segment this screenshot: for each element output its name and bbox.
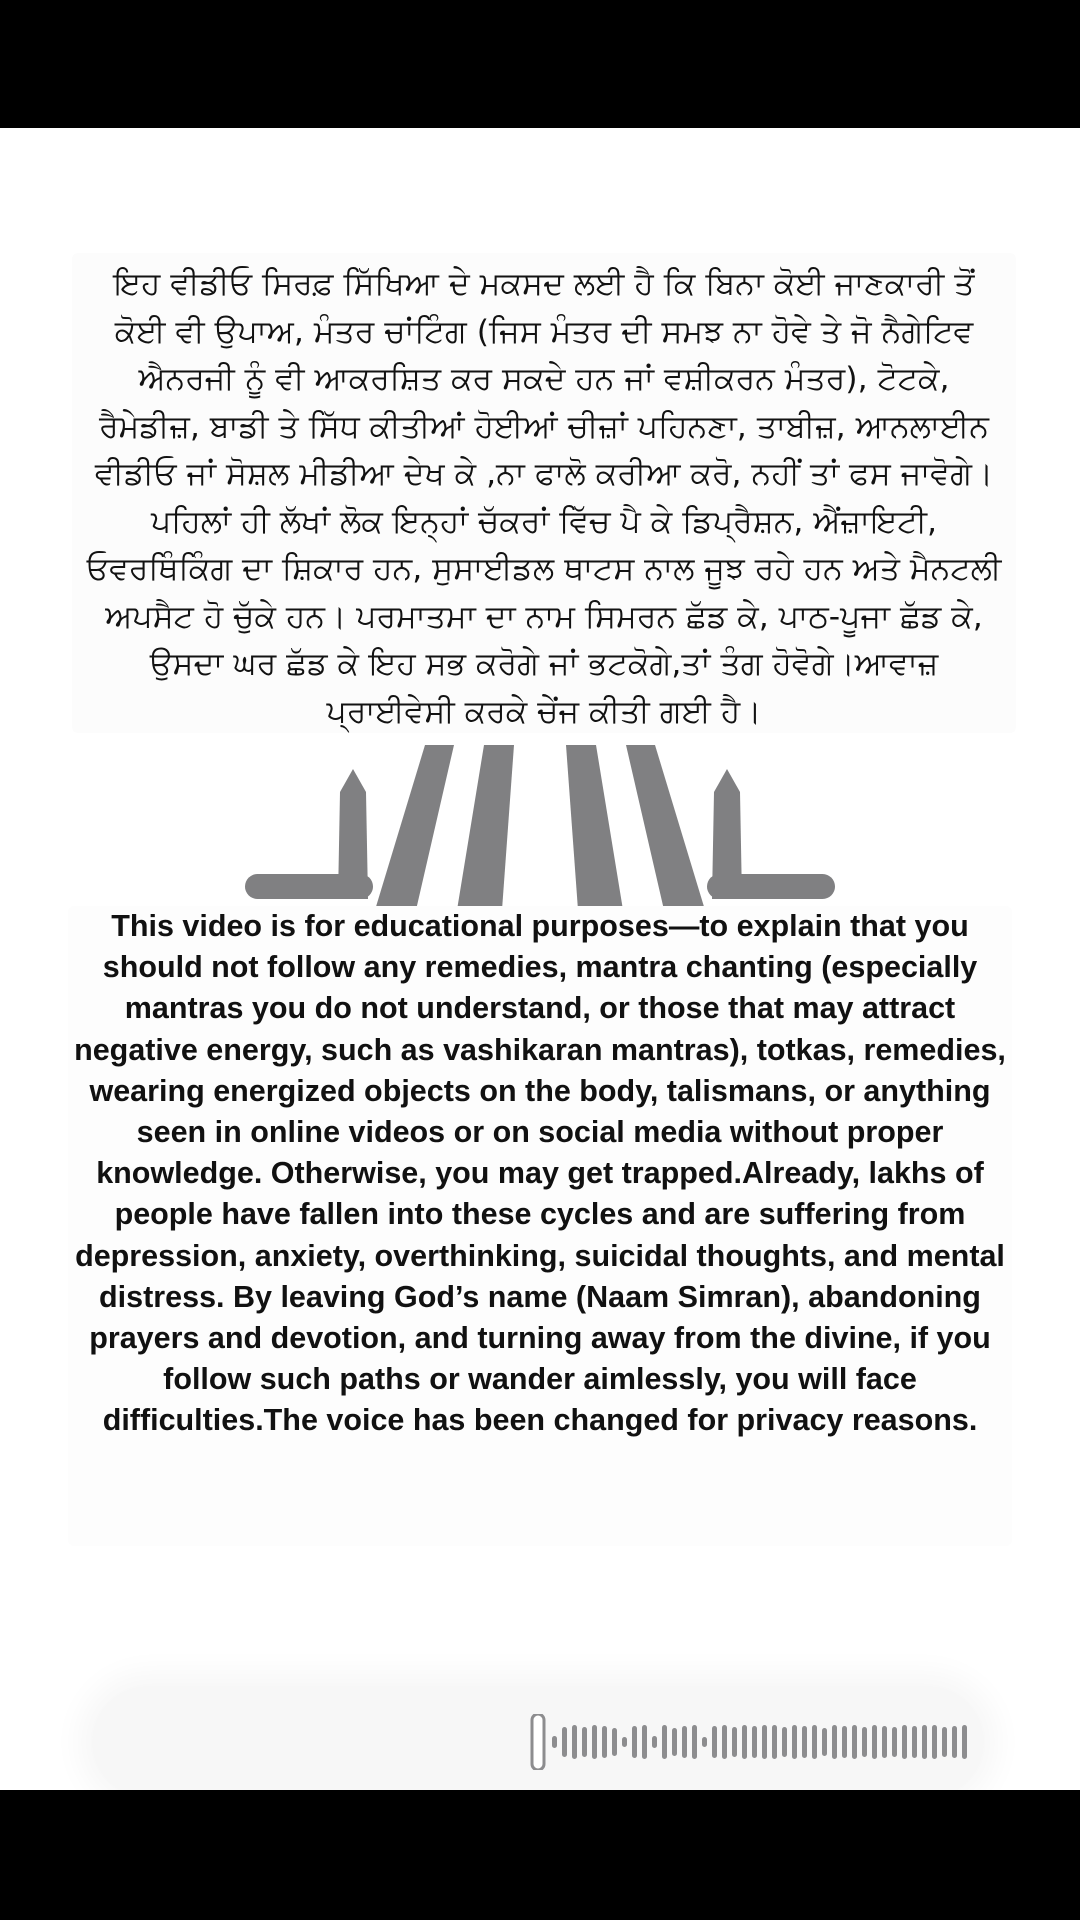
waveform-bar [582, 1727, 587, 1757]
waveform-bar [662, 1725, 667, 1759]
playhead-marker [532, 1714, 544, 1770]
english-notice-text: This video is for educational purposes—to explain that you should not follow any remedies, mantra chanting (especially mantras you do not understand, or those that may attract negative energy, such as vashikaran mantras), totkas, remedies, wearing energized objects on the body, talismans, or anything seen in online videos or on social media without proper knowledge. Otherwise, you may get trapped.Already, lakhs of people have fallen into these cycles and are suffering from depression, anxiety, overthinking, suicidal thoughts, and mental distress. By leaving God’s name (Naam Simran), abandoning prayers and devotion, and turning away from the divine, if you follow such paths or wander aimlessly, you will face difficulties.The voice has been changed for privacy reasons. [74, 909, 1006, 1438]
waveform-bar [562, 1727, 567, 1757]
waveform-bar [552, 1736, 557, 1748]
waveform-bar [892, 1727, 897, 1757]
waveform-bar [762, 1725, 767, 1759]
waveform-bar [632, 1726, 637, 1758]
waveform-bar [602, 1726, 607, 1758]
waveform-bar [752, 1726, 757, 1758]
waveform-bar [932, 1725, 937, 1759]
waveform-logo-icon [240, 740, 840, 910]
waveform-bar [832, 1725, 837, 1759]
waveform-bar [702, 1737, 707, 1747]
waveform-bar [852, 1725, 857, 1759]
waveform-bar [882, 1726, 887, 1758]
waveform-bar [612, 1728, 617, 1756]
waveform-bar [722, 1725, 727, 1759]
waveform-bar [682, 1726, 687, 1758]
waveform-bar [742, 1725, 747, 1759]
waveform-bar [962, 1725, 967, 1759]
waveform-bar [692, 1725, 697, 1759]
waveform-bar [922, 1725, 927, 1759]
waveform-bar [942, 1727, 947, 1757]
waveform-bar [622, 1737, 627, 1747]
waveform-bar [572, 1725, 577, 1759]
waveform-bar [772, 1725, 777, 1759]
content-area [0, 128, 1080, 1790]
waveform-bar [862, 1727, 867, 1757]
punjabi-notice-box [72, 253, 1016, 733]
waveform-bar [952, 1726, 957, 1758]
waveform-bar [672, 1728, 677, 1756]
waveform-bar [782, 1727, 787, 1757]
waveform-bar [802, 1726, 807, 1758]
waveform-bar [872, 1725, 877, 1759]
waveform-bar [912, 1726, 917, 1758]
waveform-bar [812, 1725, 817, 1759]
voice-message-player[interactable] [92, 1686, 984, 1790]
waveform-bar [902, 1725, 907, 1759]
waveform-bar [792, 1725, 797, 1759]
english-notice-box [68, 906, 1012, 1546]
waveform-bar [732, 1727, 737, 1757]
waveform-bar [592, 1725, 597, 1759]
audio-waveform-icon[interactable] [530, 1714, 974, 1770]
punjabi-notice-text: ਇਹ ਵੀਡੀਓ ਸਿਰਫ਼ ਸਿੱਖਿਆ ਦੇ ਮਕਸਦ ਲਈ ਹੈ ਕਿ ਬਿਨਾ ਕੋਈ ਜਾਣਕਾਰੀ ਤੋਂ ਕੋਈ ਵੀ ਉਪਾਅ, ਮੰਤਰ ਚਾਂਟਿੰਗ (ਜਿਸ ਮੰਤਰ ਦੀ ਸਮਝ ਨਾ ਹੋਵੇ ਤੇ ਜੋ ਨੈਗੇਟਿਵ ਐਨਰਜੀ ਨੂੰ ਵੀ ਆਕਰਸ਼ਿਤ ਕਰ ਸਕਦੇ ਹਨ ਜਾਂ ਵਸ਼ੀਕਰਨ ਮੰਤਰ), ਟੋਟਕੇ, ਰੈਮੇਡੀਜ਼, ਬਾਡੀ ਤੇ ਸਿੱਧ ਕੀਤੀਆਂ ਹੋਈਆਂ ਚੀਜ਼ਾਂ ਪਹਿਨਣਾ, ਤਾਬੀਜ਼, ਆਨਲਾਈਨ ਵੀਡੀਓ ਜਾਂ ਸੋਸ਼ਲ ਮੀਡੀਆ ਦੇਖ ਕੇ ,ਨਾ ਫਾਲੋ ਕਰੀਆ ਕਰੋ, ਨਹੀਂ ਤਾਂ ਫਸ ਜਾਵੋਗੇ। ਪਹਿਲਾਂ ਹੀ ਲੱਖਾਂ ਲੋਕ ਇਨ੍ਹਾਂ ਚੱਕਰਾਂ ਵਿੱਚ ਪੈ ਕੇ ਡਿਪ੍ਰੈਸ਼ਨ, ਐਂਜ਼ਾਇਟੀ, ਓਵਰਥਿੰਕਿੰਗ ਦਾ ਸ਼ਿਕਾਰ ਹਨ, ਸੁਸਾਈਡਲ ਥਾਟਸ ਨਾਲ ਜੂਝ ਰਹੇ ਹਨ ਅਤੇ ਮੈਨਟਲੀ ਅਪਸੈਟ ਹੋ ਚੁੱਕੇ ਹਨ। ਪਰਮਾਤਮਾ ਦਾ ਨਾਮ ਸਿਮਰਨ ਛੱਡ ਕੇ, ਪਾਠ-ਪੂਜਾ ਛੱਡ ਕੇ, ਉਸਦਾ ਘਰ ਛੱਡ ਕੇ ਇਹ ਸਭ ਕਰੋਗੇ ਜਾਂ ਭਟਕੋਗੇ,ਤਾਂ ਤੰਗ ਹੋਵੋਗੇ।ਆਵਾਜ਼ ਪ੍ਰਾਈਵੇਸੀ ਕਰਕੇ ਚੇਂਜ ਕੀਤੀ ਗਈ ਹੈ। [86, 266, 1002, 730]
waveform-bar [822, 1728, 827, 1756]
waveform-bar [712, 1726, 717, 1758]
waveform-bar [842, 1726, 847, 1758]
waveform-bar [652, 1736, 657, 1748]
waveform-bar [642, 1725, 647, 1759]
